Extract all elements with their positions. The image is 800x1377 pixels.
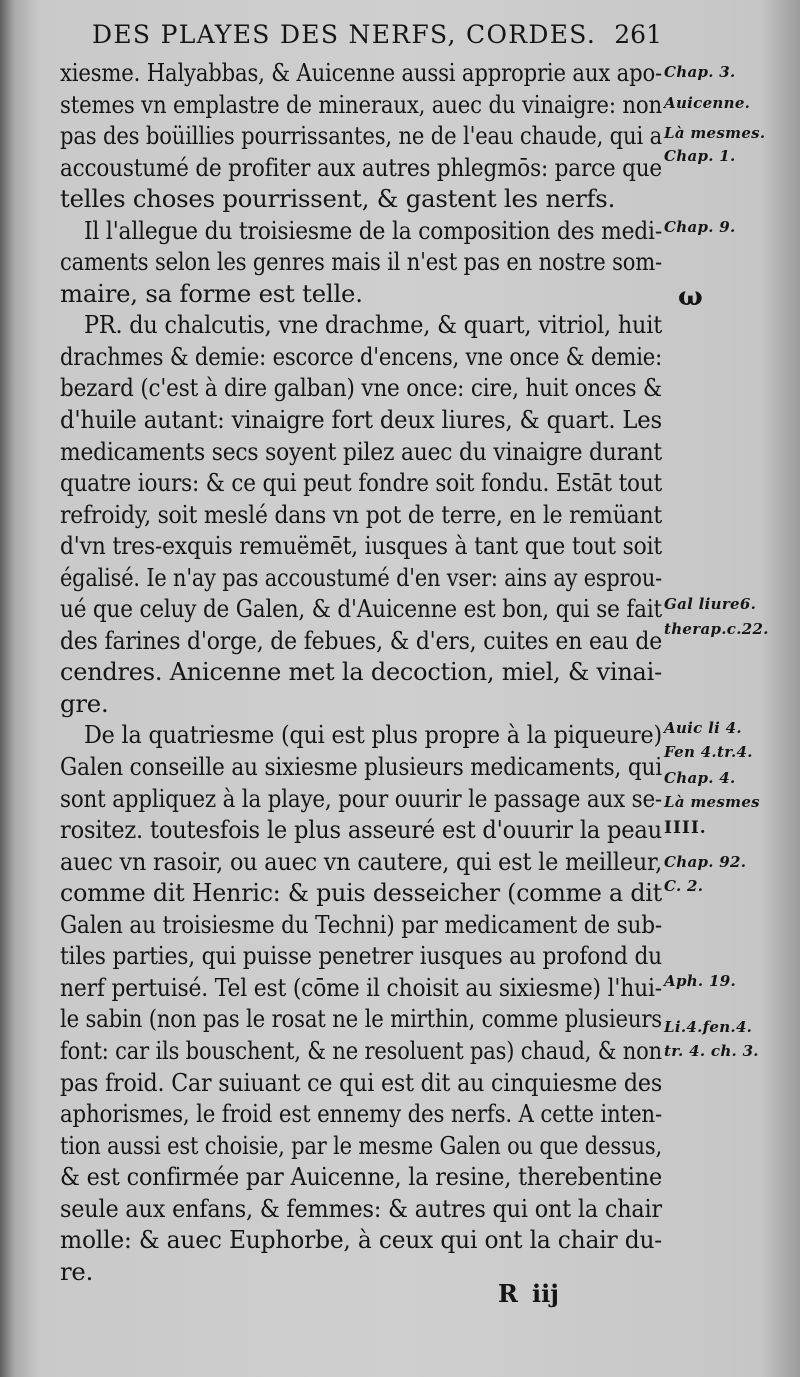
text-line: tiles parties, qui puisse penetrer iusques au profond du	[60, 941, 662, 971]
text-line: refroidy, soit meslé dans vn pot de terre, en le remüant	[60, 499, 662, 529]
text-line: PR. du chalcutis, vne drachme, & quart, vitriol, huit	[84, 310, 662, 340]
text-line: nerf pertuisé. Tel est (cōme il choisit au sixiesme) l'hui-	[60, 972, 662, 1002]
margin-note: IIII.	[664, 818, 707, 838]
margin-note: Gal liure6.	[664, 595, 757, 613]
margin-note: Auic li 4.	[664, 719, 742, 737]
margin-note: Chap. 3.	[664, 63, 736, 81]
page-number: 261	[614, 20, 662, 49]
text-line: medicaments secs soyent pilez auec du vinaigre durant	[60, 436, 662, 466]
text-line: Il l'allegue du troisiesme de la composition des medi-	[84, 215, 662, 245]
text-line: rositez. toutesfois le plus asseuré est d'ouurir la peau	[60, 815, 662, 845]
text-line: auec vn rasoir, ou auec vn cautere, qui est le meilleur,	[60, 846, 662, 876]
text-line: molle: & auec Euphorbe, à ceux qui ont la chair du-	[60, 1225, 662, 1255]
text-line: telles choses pourrissent, & gastent les nerfs.	[60, 184, 616, 214]
text-line: sont appliquez à la playe, pour ouurir le passage aux se-	[60, 783, 662, 813]
text-line: seule aux enfans, & femmes: & autres qui ont la chair	[60, 1193, 662, 1223]
signature-number: iij	[531, 1279, 559, 1308]
text-line: maire, sa forme est telle.	[60, 278, 363, 308]
text-line: & est confirmée par Auicenne, la resine, therebentine	[60, 1162, 662, 1192]
page-header	[92, 14, 662, 54]
margin-note: therap.c.22.	[664, 620, 769, 638]
text-line: drachmes & demie: escorce d'encens, vne once & demie:	[60, 341, 662, 371]
text-line: des farines d'orge, de febues, & d'ers, cuites en eau de	[60, 625, 662, 655]
margin-note: Là mesmes.	[664, 124, 766, 142]
text-line: d'huile autant: vinaigre fort deux liures, & quart. Les	[60, 405, 662, 435]
text-line: accoustumé de profiter aux autres phlegmōs: parce que	[60, 152, 662, 182]
margin-note: Chap. 9.	[664, 218, 736, 236]
margin-note: C. 2.	[664, 877, 704, 895]
margin-note: Là mesmes	[664, 793, 760, 811]
margin-note: Chap. 1.	[664, 147, 736, 165]
text-line: Galen conseille au sixiesme plusieurs medicaments, qui	[60, 752, 662, 782]
margin-note: tr. 4. ch. 3.	[664, 1042, 759, 1060]
body-text	[60, 57, 662, 1287]
text-line: stemes vn emplastre de mineraux, auec du vinaigre: non	[60, 89, 662, 119]
text-line: quatre iours: & ce qui peut fondre soit fondu. Estāt tout	[60, 468, 662, 498]
margin-note: Fen 4.tr.4.	[664, 743, 753, 761]
text-line: le sabin (non pas le rosat ne le mirthin, comme plusieurs	[60, 1004, 662, 1034]
text-line: aphorismes, le froid est ennemy des nerfs. A cette inten-	[60, 1099, 662, 1129]
text-line: re.	[60, 1256, 94, 1286]
text-line: pas des boüillies pourrissantes, ne de l'eau chaude, qui a	[60, 121, 662, 151]
text-line: pas froid. Car suiuant ce qui est dit au cinquiesme des	[60, 1067, 662, 1097]
margin-note: Chap. 4.	[664, 769, 736, 787]
running-title: DES PLAYES DES NERFS, CORDES.	[92, 20, 597, 49]
text-line: xiesme. Halyabbas, & Auicenne aussi approprie aux apo-	[60, 58, 662, 87]
margin-note: Auicenne.	[664, 94, 751, 112]
text-line: De la quatriesme (qui est plus propre à la piqueure)	[84, 720, 662, 750]
text-line: caments selon les genres mais il n'est pas en nostre som-	[60, 247, 662, 277]
text-line: d'vn tres-exquis remuëmēt, iusques à tant que tout soit	[60, 531, 662, 561]
text-line: bezard (c'est à dire galban) vne once: cire, huit onces &	[60, 373, 662, 403]
text-line: cendres. Anicenne met la decoction, miel, & vinai-	[60, 657, 662, 687]
margin-note: Li.4.fen.4.	[664, 1018, 753, 1036]
text-line: tion aussi est choisie, par le mesme Galen ou que dessus,	[60, 1130, 662, 1160]
text-line: comme dit Henric: & puis desseicher (comme a dit	[60, 878, 662, 908]
signature-mark	[498, 1279, 559, 1308]
margin-note: Aph. 19.	[664, 972, 736, 990]
text-line: égalisé. Ie n'ay pas accoustumé d'en vser: ains ay esprou-	[60, 562, 662, 592]
text-line: Galen au troisiesme du Techni) par medicament de sub-	[60, 909, 662, 939]
signature-letter: R	[498, 1279, 518, 1308]
text-line: ué que celuy de Galen, & d'Auicenne est bon, qui se fait	[60, 594, 662, 624]
text-line: font: car ils bouschent, & ne resoluent pas) chaud, & non	[60, 1035, 662, 1065]
margin-note: Chap. 92.	[664, 853, 747, 871]
text-line: gre.	[60, 688, 109, 718]
printers-ornament: ω	[678, 282, 703, 312]
